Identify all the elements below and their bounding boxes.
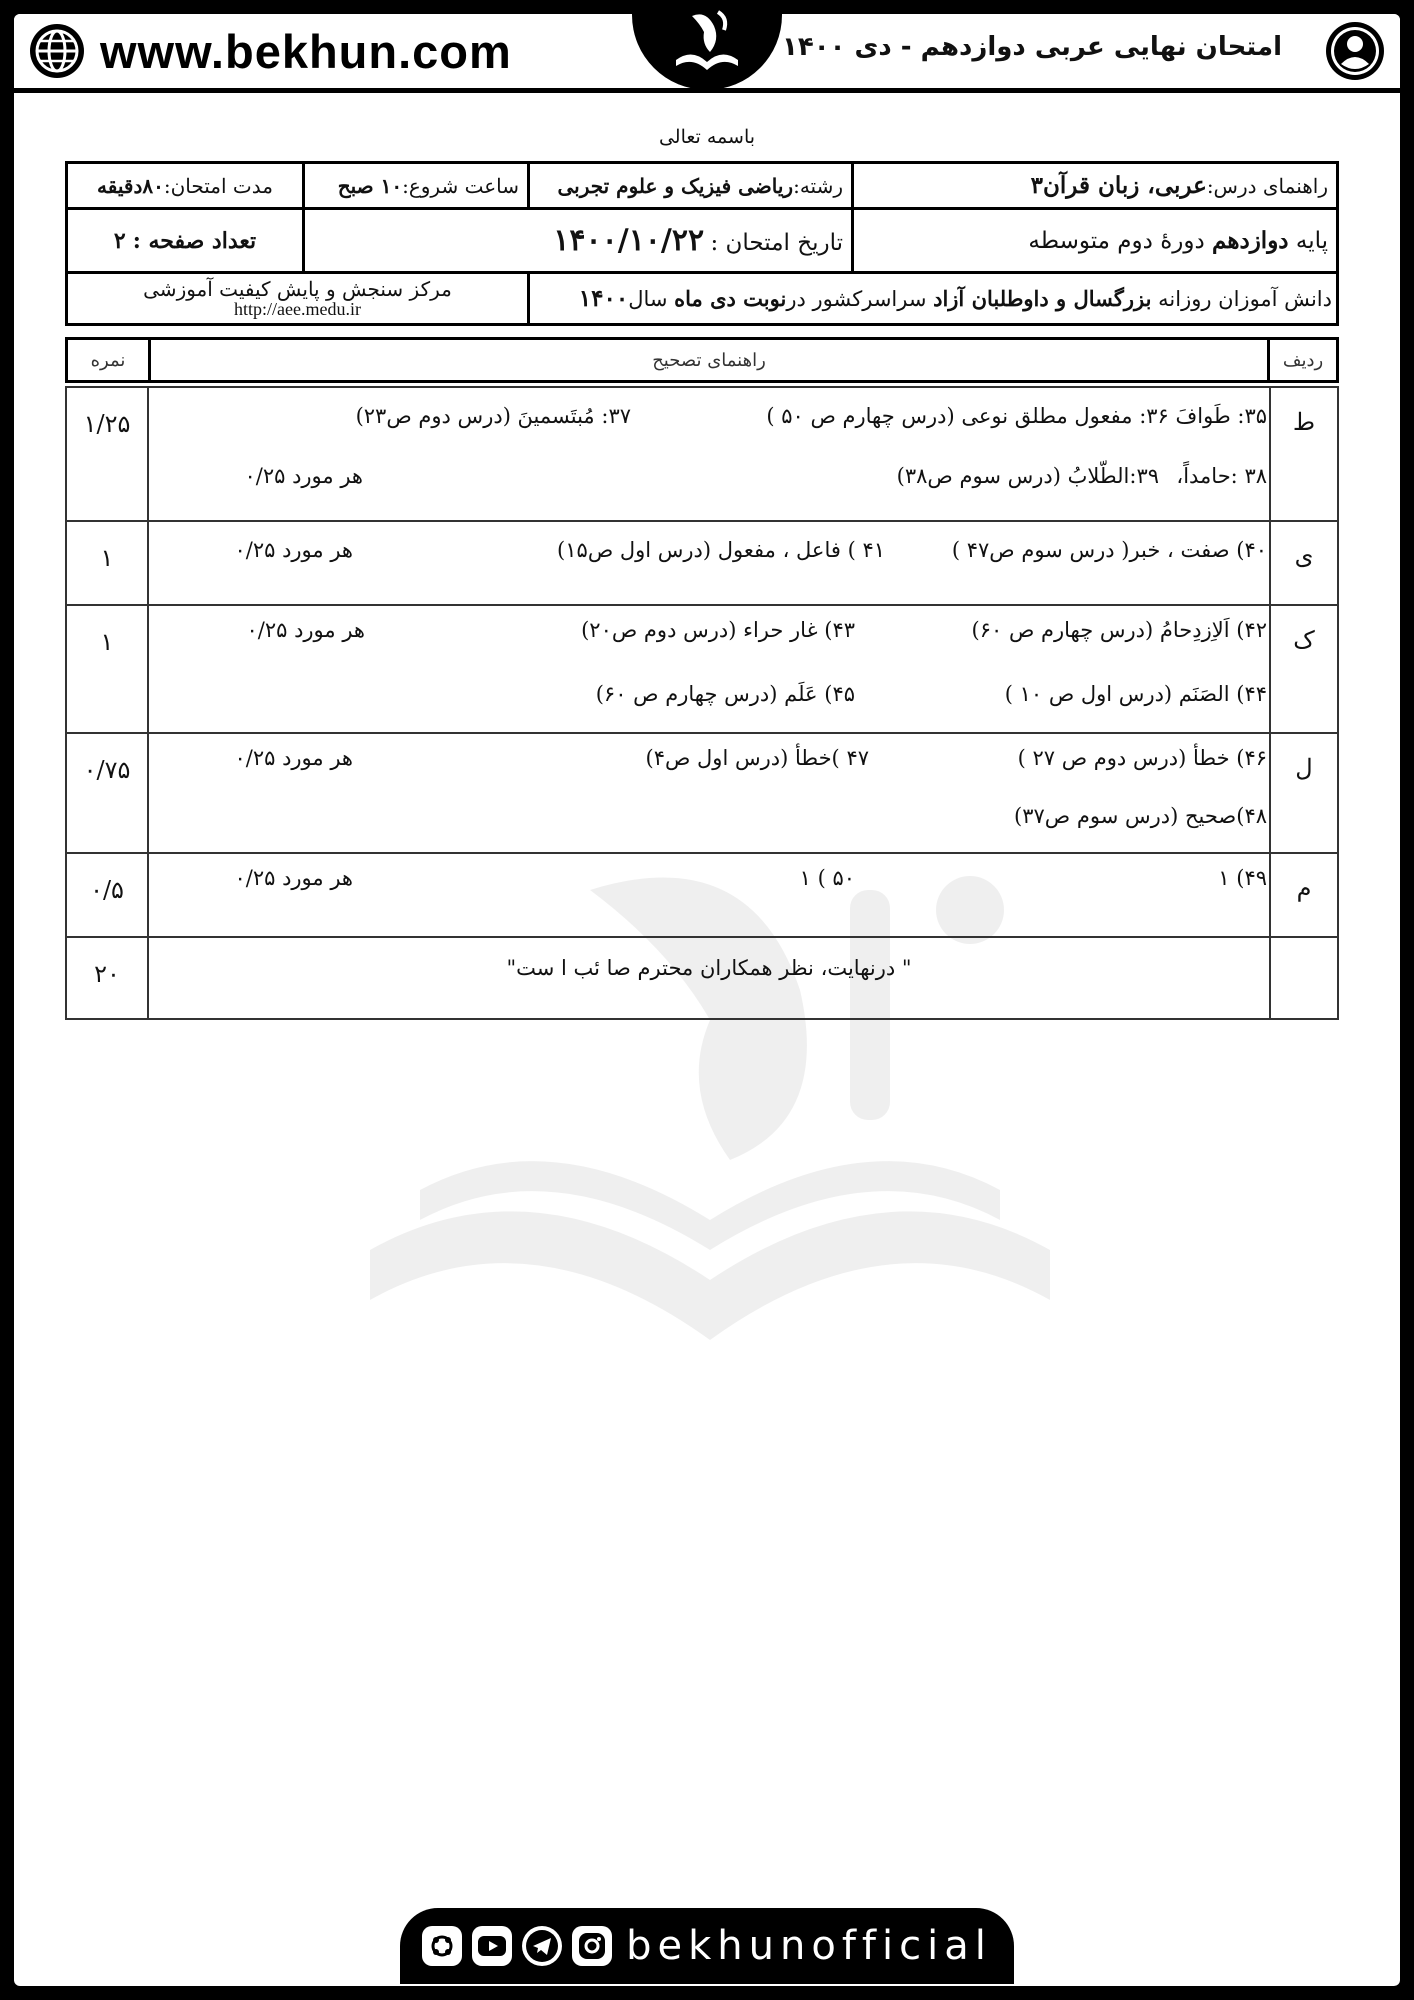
duration-value: ۸۰دقیقه xyxy=(97,173,164,198)
instagram-icon[interactable] xyxy=(572,1926,612,1966)
per-item-note: هر مورد ۰/۲۵ xyxy=(246,618,365,642)
social-handle[interactable]: bekhunofficial xyxy=(626,1923,992,1969)
per-item-note: هر مورد ۰/۲۵ xyxy=(234,538,353,562)
row-score: ۱ xyxy=(66,521,148,605)
answer-line: ۳۸ :حامداً، xyxy=(1176,464,1267,488)
table-row xyxy=(66,387,1338,521)
students-post: سال xyxy=(628,287,675,311)
answer-line: ۳۷: مُبتَسمینَ (درس دوم ص۲۳) xyxy=(355,404,631,428)
row-score: ۱/۲۵ xyxy=(66,387,148,521)
row-score: ۰/۷۵ xyxy=(66,733,148,853)
students-mid: سراسرکشور در xyxy=(786,287,934,311)
answer-line: ۳۹:الطّلابُ (درس سوم ص۳۸) xyxy=(896,464,1159,488)
pages-value: ۲ xyxy=(113,227,126,254)
answer-line: ۴۹) ۱ xyxy=(1218,866,1267,890)
students-pre: دانش آموزان روزانه xyxy=(1151,287,1332,311)
grade-post: دورۀ دوم متوسطه xyxy=(1028,228,1213,254)
final-note: " درنهایت، نظر همکاران محترم صا ئب ا ست" xyxy=(148,937,1270,1019)
row-content xyxy=(148,387,1270,521)
center-cell xyxy=(67,273,529,325)
field-value: ریاضی فیزیک و علوم تجربی xyxy=(557,173,794,198)
answer-line: ۴۶) خطأ (درس دوم ص ۲۷ ) xyxy=(1017,746,1267,770)
exam-title: امتحان نهایی عربی دوازدهم - دی ۱۴۰۰ xyxy=(782,32,1282,62)
row-id: ک xyxy=(1270,605,1338,733)
header-guide-col: راهنمای تصحیح xyxy=(150,339,1269,382)
guide-label: راهنمای درس: xyxy=(1206,174,1328,198)
students-bold: بزرگسال و داوطلبان آزاد xyxy=(933,286,1152,311)
answer-table-header xyxy=(65,337,1339,383)
row-id: ط xyxy=(1270,387,1338,521)
duration-cell xyxy=(67,163,304,209)
table-row xyxy=(66,521,1338,605)
date-value: ۱۴۰۰/۱۰/۲۲ xyxy=(553,223,705,258)
header-score-col: نمره xyxy=(67,339,150,382)
table-row xyxy=(66,853,1338,937)
answer-line: ۴۰) صفت ، خبر( درس سوم ص۴۷ ) xyxy=(951,538,1267,562)
duration-label: مدت امتحان: xyxy=(163,173,273,198)
answer-line: ۴۷ )خطأ (درس اول ص۴) xyxy=(645,746,869,770)
answer-line: ۴۸)صحیح (درس سوم ص۳۷) xyxy=(1014,804,1267,828)
row-id: م xyxy=(1270,853,1338,937)
grade-cell xyxy=(853,209,1338,273)
social-icons xyxy=(422,1926,612,1966)
answer-line: ۴۲) اَلاِزدِحامُ (درس چهارم ص ۶۰) xyxy=(971,618,1267,642)
table-row xyxy=(66,733,1338,853)
site-url[interactable]: www.bekhun.com xyxy=(100,24,512,78)
table-row xyxy=(66,605,1338,733)
per-item-note: هر مورد ۰/۲۵ xyxy=(234,746,353,770)
students-cell xyxy=(529,273,1338,325)
grade-bold: دوازدهم xyxy=(1212,227,1289,254)
per-item-note: هر مورد ۰/۲۵ xyxy=(244,464,363,488)
row-content xyxy=(148,733,1270,853)
row-content xyxy=(148,853,1270,937)
guide-cell xyxy=(853,163,1338,209)
aparat-icon[interactable] xyxy=(422,1926,462,1966)
user-icon[interactable] xyxy=(1324,20,1386,82)
row-score: ۱ xyxy=(66,605,148,733)
answer-line: ۴۴) الصَنَم (درس اول ص ۱۰ ) xyxy=(1004,682,1267,706)
social-footer xyxy=(400,1908,1014,1984)
field-label: رشته: xyxy=(793,173,843,198)
students-year: ۱۴۰۰ xyxy=(578,285,629,312)
youtube-icon[interactable] xyxy=(472,1926,512,1966)
total-score: ۲۰ xyxy=(66,937,148,1019)
date-cell xyxy=(304,209,853,273)
row-id xyxy=(1270,937,1338,1019)
date-label: تاریخ امتحان : xyxy=(710,230,843,256)
grade-pre: پایه xyxy=(1288,228,1328,254)
answer-line: ۴۵) عَلَم (درس چهارم ص ۶۰) xyxy=(595,682,855,706)
globe-icon xyxy=(28,22,86,80)
row-content xyxy=(148,605,1270,733)
center-url[interactable]: http://aee.medu.ir xyxy=(234,298,361,319)
field-cell xyxy=(529,163,853,209)
row-id: ی xyxy=(1270,521,1338,605)
answer-line: ۵۰ ) ۱ xyxy=(799,866,855,890)
answer-line: ۳۵: طَوافَ ۳۶: مفعول مطلق نوعی (درس چهارم ص ۵۰ ) xyxy=(766,404,1267,428)
table-row xyxy=(66,937,1338,1019)
pages-label: تعداد صفحه : xyxy=(132,227,257,254)
start-value: ۱۰ صبح xyxy=(337,173,403,198)
start-cell xyxy=(304,163,529,209)
start-label: ساعت شروع: xyxy=(402,173,519,198)
header-row-col: ردیف xyxy=(1269,339,1338,382)
row-score: ۰/۵ xyxy=(66,853,148,937)
row-id: ل xyxy=(1270,733,1338,853)
center-name: مرکز سنجش و پایش کیفیت آموزشی xyxy=(143,276,452,301)
book-logo-icon xyxy=(662,4,752,84)
answer-line: ۴۳) غار حراء (درس دوم ص۲۰) xyxy=(581,618,855,642)
telegram-icon[interactable] xyxy=(522,1926,562,1966)
answer-line: ۴۱ ) فاعل ، مفعول (درس اول ص۱۵) xyxy=(557,538,885,562)
guide-value: عربی، زبان قرآن۳ xyxy=(1030,172,1207,199)
students-bold2: نوبت دی ماه xyxy=(674,286,787,311)
basmala: باسمه تعالی xyxy=(658,126,756,148)
per-item-note: هر مورد ۰/۲۵ xyxy=(234,866,353,890)
row-content xyxy=(148,521,1270,605)
answer-table xyxy=(65,386,1339,1020)
site-link[interactable] xyxy=(28,22,512,80)
exam-info-table xyxy=(65,161,1339,326)
pages-cell xyxy=(67,209,304,273)
